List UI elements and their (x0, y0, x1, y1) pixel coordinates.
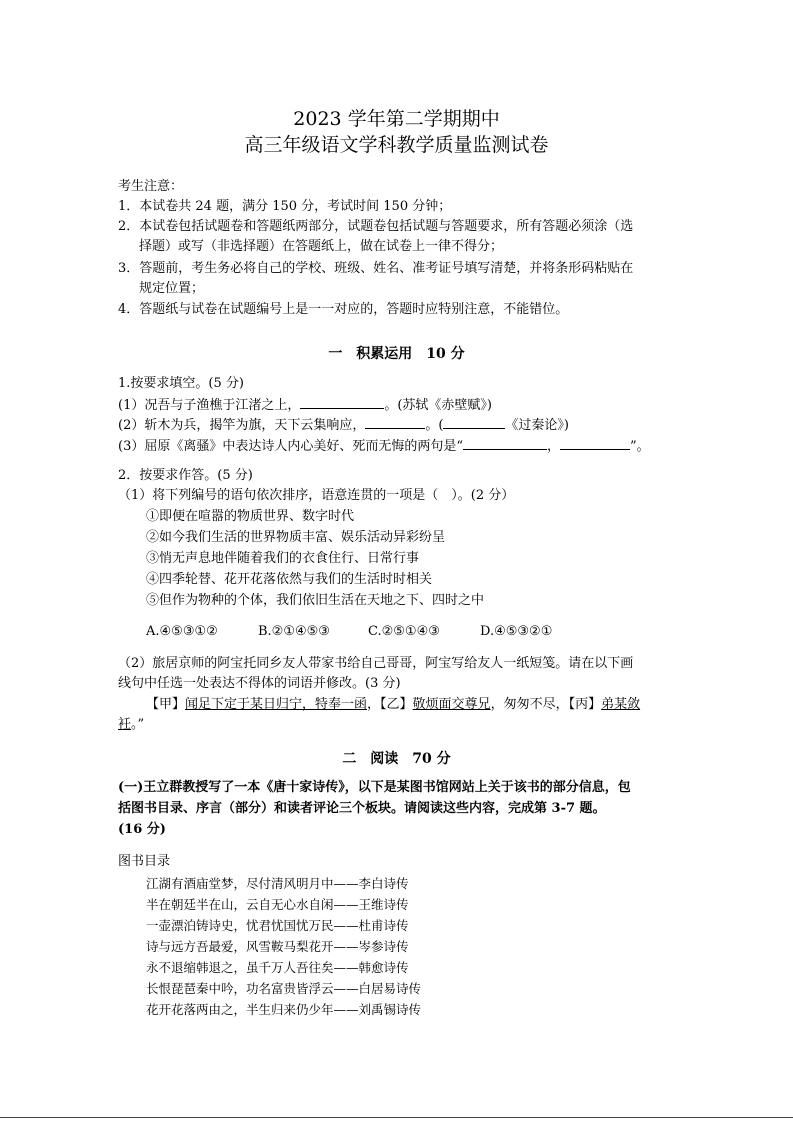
title-line-2: 高三年级语文学科教学质量监测试卷 (244, 134, 549, 156)
q1-line-3-comma: ， (547, 439, 561, 454)
toc-item: 诗与远方吾最爱，风雪鞍马梨花开——岑参诗传 (146, 939, 409, 954)
q1-line-2 (118, 415, 569, 435)
q2-sentence-3: ③悄无声息地伴随着我们的衣食住行、日常行事 (146, 551, 420, 566)
option-d[interactable]: D.④⑤③②① (480, 624, 553, 639)
mark-yi: ，【乙】 (367, 697, 413, 712)
reading-intro-2: 括图书目录、序言（部分）和读者评论三个板块。请阅读这些内容，完成第 3-7 题。 (118, 801, 606, 816)
q1-line-2-source: 《过秦论》) (505, 418, 569, 433)
toc-heading: 图书目录 (118, 854, 171, 869)
answer-blank[interactable] (560, 436, 630, 450)
option-c[interactable]: C.②⑤①④③ (368, 624, 440, 639)
toc-item: 一壶漂泊铸诗史，忧君忧国忧万民——杜甫诗传 (146, 918, 409, 933)
q1-line-1 (118, 395, 492, 415)
notice-item-3a: 3．答题前，考生务必将自己的学校、班级、姓名、准考证号填写清楚，并将条形码粘贴在 (118, 261, 634, 276)
q2-note-line-2 (118, 716, 144, 734)
answer-blank[interactable] (365, 415, 425, 429)
toc-item: 长恨琵琶秦中吟，功名富贵皆浮云——白居易诗传 (146, 981, 422, 996)
answer-blank[interactable] (300, 395, 384, 409)
q2-sentence-5: ⑤但作为物种的个体，我们依旧生活在天地之下、四时之中 (146, 593, 485, 608)
notice-item-4: 4．答题纸与试卷在试题编号上是一一对应的，答题时应特别注意，不能错位。 (118, 302, 569, 317)
toc-item: 永不退缩韩退之，虽千万人吾往矣——韩愈诗传 (146, 960, 409, 975)
underlined-phrase-jia: 闻足下定于某日归宁，特奉一函 (185, 697, 368, 712)
q2-sub-1: （1）将下列编号的语句依次排序，语意连贯的一项是（ ）。(2 分） (118, 488, 515, 503)
answer-blank[interactable] (463, 436, 547, 450)
page-bottom-rule (0, 1117, 793, 1118)
mark-jia: 【甲】 (146, 697, 186, 712)
underlined-phrase-bing: 弟某敛 (601, 697, 641, 712)
toc-item: 半在朝廷半在山，云自无心水自闲——王维诗传 (146, 897, 409, 912)
q2-sentence-2: ②如今我们生活的世界物质丰富、娱乐活动异彩纷呈 (146, 530, 446, 545)
note-end: 。” (131, 717, 145, 732)
q2-sentence-4: ④四季轮替、花开花落依然与我们的生活时时相关 (146, 572, 433, 587)
q2-sentence-1: ①即便在喧嚣的物质世界、数字时代 (146, 509, 355, 524)
underlined-phrase-bing-end: 衽 (118, 717, 132, 732)
notice-item-1: 1．本试卷共 24 题，满分 150 分，考试时间 150 分钟； (118, 199, 452, 214)
q1-line-1-text: (1）况吾与子渔樵于江渚之上， (118, 398, 301, 413)
notice-item-2a: 2．本试卷包括试题卷和答题纸两部分，试题卷包括试题与答题要求，所有答题必须涂（选 (118, 219, 634, 234)
notice-item-3b: 规定位置； (139, 281, 205, 296)
section-2-heading: 二 阅读 70 分 (342, 751, 451, 767)
answer-blank[interactable] (443, 415, 505, 429)
q1-line-3-text: (3）屈原《离骚》中表达诗人内心美好、死而无悔的两句是“ (118, 439, 463, 454)
toc-item: 花开花落两由之，半生归来仍少年——刘禹锡诗传 (146, 1002, 422, 1017)
title-line-1: 2023 学年第二学期期中 (293, 108, 500, 130)
q2-note-line-1 (146, 696, 640, 714)
q1-line-1-source: 。(苏轼《赤壁赋》) (384, 398, 492, 413)
option-b[interactable]: B.②①④⑤③ (258, 624, 330, 639)
note-middle: ，匆匆不尽，【丙】 (490, 697, 602, 712)
option-a[interactable]: A.④⑤③①② (146, 624, 218, 639)
q1-stem: 1.按要求填空。(5 分) (118, 376, 244, 391)
q2-stem: 2．按要求作答。(5 分) (118, 468, 253, 483)
q2-sub-2b: 线句中任选一处表达不得体的词语并修改。(3 分) (118, 676, 401, 691)
reading-intro-3: (16 分) (118, 822, 166, 837)
q1-line-2-mid: 。( (425, 418, 444, 433)
underlined-phrase-yi: 敬烦面交尊兄 (412, 697, 491, 712)
q1-line-3-end: ”。 (630, 439, 650, 454)
notice-heading: 考生注意： (118, 179, 184, 194)
reading-intro-1: (一)王立群教授写了一本《唐十家诗传》，以下是某图书馆网站上关于该书的部分信息，包 (118, 780, 631, 795)
section-1-heading: 一 积累运用 10 分 (328, 346, 465, 362)
q1-line-2-text: (2）斩木为兵，揭竿为旗，天下云集响应， (118, 418, 366, 433)
q1-line-3 (118, 436, 650, 456)
toc-item: 江湖有酒庙堂梦，尽付清风明月中——李白诗传 (146, 876, 409, 891)
notice-item-2b: 择题）或写（非选择题）在答题纸上，做在试卷上一律不得分； (139, 239, 504, 254)
q2-sub-2a: （2）旅居京师的阿宝托同乡友人带家书给自己哥哥，阿宝写给友人一纸短笺。请在以下画 (118, 656, 634, 671)
